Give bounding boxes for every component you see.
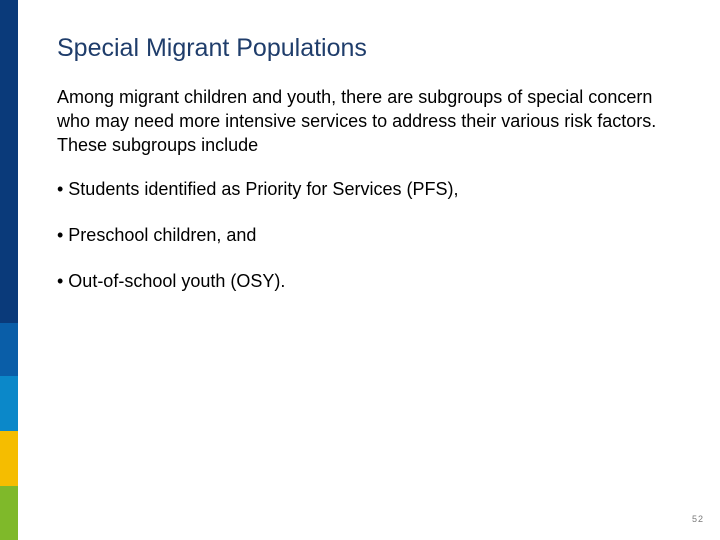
side-bar-segment-green: [0, 486, 18, 540]
bullet-list: [57, 177, 458, 315]
side-bar-segment-yellow: [0, 431, 18, 486]
side-color-bar: [0, 0, 18, 540]
side-bar-segment-light-blue: [0, 376, 18, 431]
side-bar-segment-navy: [0, 0, 18, 323]
page-number: 52: [691, 514, 704, 524]
bullet-item: • Out-of-school youth (OSY).: [57, 271, 286, 291]
bullet-item: • Students identified as Priority for Services (PFS),: [57, 179, 459, 199]
bullet-item: • Preschool children, and: [57, 225, 257, 245]
side-bar-segment-blue: [0, 323, 18, 376]
intro-paragraph: Among migrant children and youth, there are subgroups of special concern who may need more intensive services to address their various risk factors. These subgroups include: [57, 87, 657, 155]
slide-title: Special Migrant Populations: [57, 34, 367, 62]
